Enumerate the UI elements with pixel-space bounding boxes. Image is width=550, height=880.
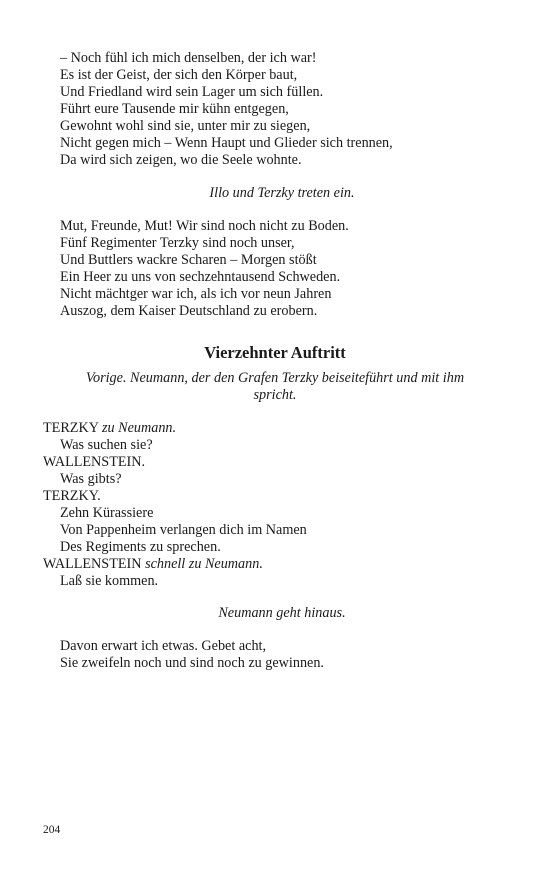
verse-block-2 <box>0 218 550 320</box>
verse-line: Ein Heer zu uns von sechzehntausend Schweden. <box>60 269 341 285</box>
scene-description <box>0 370 550 404</box>
dialogue-line: Was suchen sie? <box>60 437 153 453</box>
verse-line: Es ist der Geist, der sich den Körper baut, <box>60 67 298 83</box>
verse-line: Da wird sich zeigen, wo die Seele wohnte. <box>60 152 302 168</box>
stage-direction: Illo und Terzky treten ein. <box>209 185 355 201</box>
page-number: 204 <box>43 824 61 836</box>
verse-line: Nicht gegen mich – Wenn Haupt und Glieder sich trennen, <box>60 135 393 151</box>
speaker-name: TERZKY. <box>43 488 101 504</box>
scene-description-line: Vorige. Neumann, der den Grafen Terzky beiseiteführt und mit ihm <box>85 370 465 386</box>
speaker-line <box>0 420 550 437</box>
stage-direction: Neumann geht hinaus. <box>218 605 346 621</box>
verse-line: Sie zweifeln noch und sind noch zu gewinnen. <box>60 655 324 671</box>
verse-line: Auszog, dem Kaiser Deutschland zu erobern. <box>60 303 318 319</box>
dialogue-line: Laß sie kommen. <box>60 573 159 589</box>
dialogue-line: Was gibts? <box>60 471 122 487</box>
dialogue-line: Des Regiments zu sprechen. <box>60 539 221 555</box>
stage-direction-inline: schnell zu Neumann. <box>145 556 263 572</box>
verse-line: Gewohnt wohl sind sie, unter mir zu siegen, <box>60 118 311 134</box>
speaker-name: WALLENSTEIN. <box>43 454 146 470</box>
dialogue-line: Von Pappenheim verlangen dich im Namen <box>60 522 307 538</box>
verse-line: Fünf Regimenter Terzky sind noch unser, <box>60 235 295 251</box>
verse-block-3 <box>0 638 550 672</box>
verse-block-1 <box>0 50 550 169</box>
verse-line: – Noch fühl ich mich denselben, der ich war! <box>60 50 317 66</box>
speaker-name: WALLENSTEIN <box>43 556 142 572</box>
verse-line: Und Buttlers wackre Scharen – Morgen stößt <box>60 252 317 268</box>
stage-direction-inline: zu Neumann. <box>101 420 177 436</box>
speaker-line <box>0 556 550 573</box>
dialogue-line: Zehn Kürassiere <box>60 505 154 521</box>
verse-line: Führt eure Tausende mir kühn entgegen, <box>60 101 289 117</box>
speaker-name: TERZKY <box>43 420 99 436</box>
verse-line: Nicht mächtger war ich, als ich vor neun Jahren <box>60 286 332 302</box>
verse-line: Und Friedland wird sein Lager um sich füllen. <box>60 84 324 100</box>
scene-description-line: spricht. <box>253 387 297 403</box>
verse-line: Davon erwart ich etwas. Gebet acht, <box>60 638 267 654</box>
scene-heading: Vierzehnter Auftritt <box>204 343 346 362</box>
dialogue <box>0 420 550 590</box>
verse-line: Mut, Freunde, Mut! Wir sind noch nicht zu Boden. <box>60 218 349 234</box>
